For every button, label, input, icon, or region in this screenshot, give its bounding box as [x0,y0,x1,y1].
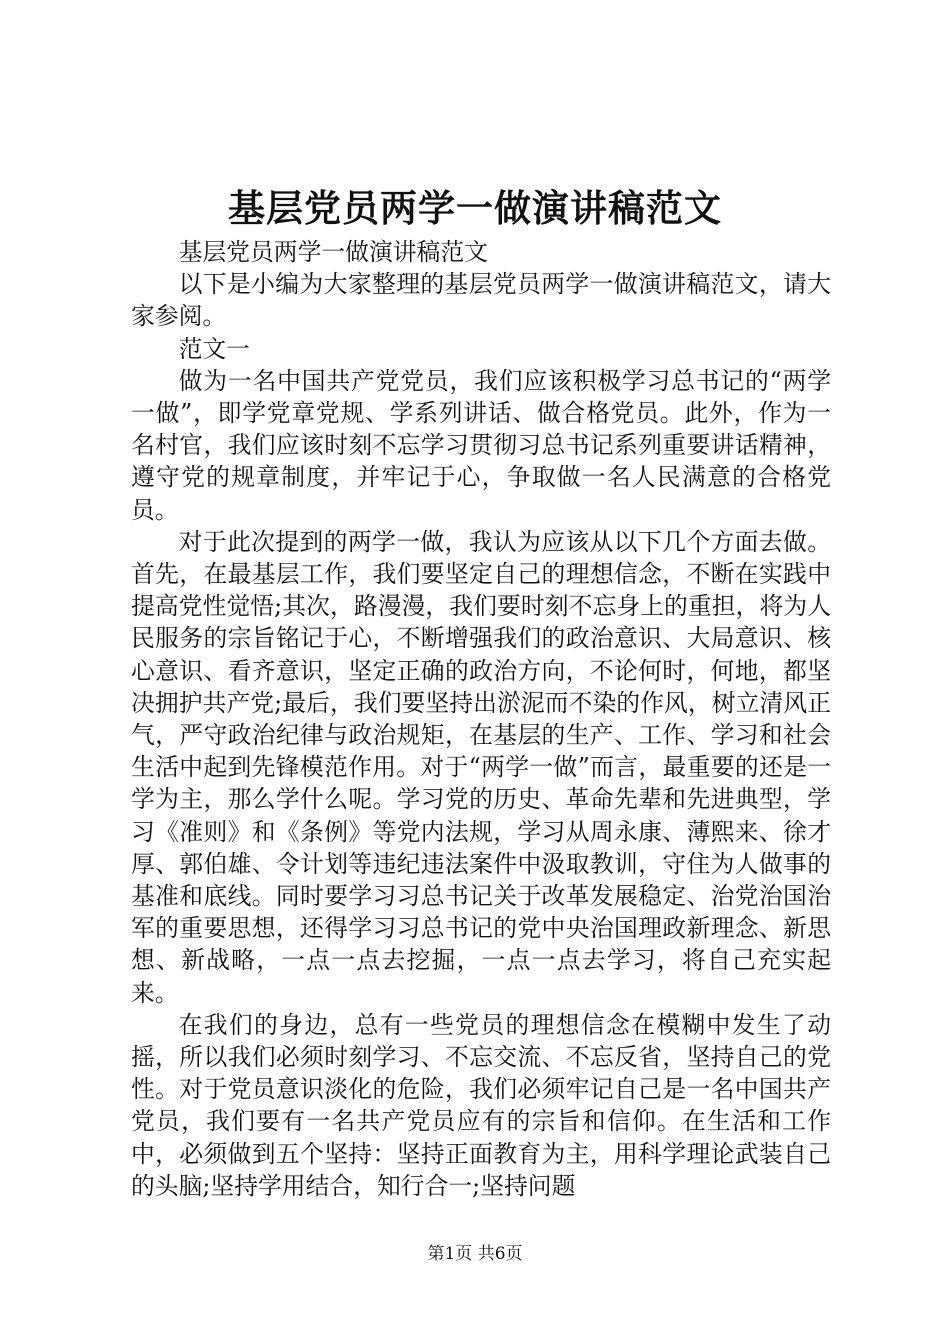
document-title: 基层党员两学一做演讲稿范文 [228,186,722,230]
paragraph-intro: 以下是小编为大家整理的基层党员两学一做演讲稿范文，请大家参阅。 [131,270,831,331]
page-number-footer: 第1页 共6页 [427,1244,523,1264]
paragraph-body-1: 做为一名中国共产党党员，我们应该积极学习总书记的“两学一做”，即学党章党规、学系列讲话、做合格党员。此外，作为一名村官，我们应该时刻不忘学习贯彻习总书记系列重要讲话精神，遵守党的规章制度，并牢记于心，争取做一名人民满意的合格党员。 [131,366,831,524]
document-body [131,236,831,1202]
paragraph-heading-repeat: 基层党员两学一做演讲稿范文 [178,238,488,266]
paragraph-body-3: 在我们的身边，总有一些党员的理想信念在模糊中发生了动摇，所以我们必须时刻学习、不忘交流、不忘反省，坚持自己的党性。对于党员意识淡化的危险，我们必须牢记自己是一名中国共产党员，我们要有一名共产党员应有的宗旨和信仰。在生活和工作中，必须做到五个坚持：坚持正面教育为主，用科学理论武装自己的头脑;坚持学用结合，知行合一;坚持问题 [131,1010,831,1200]
paragraph-section-label: 范文一 [178,334,250,363]
paragraph-body-2: 对于此次提到的两学一做，我认为应该从以下几个方面去做。首先，在最基层工作，我们要坚定自己的理想信念，不断在实践中提高党性觉悟;其次，路漫漫，我们要时刻不忘身上的重担，将为人民服务的宗旨铭记于心，不断增强我们的政治意识、大局意识、核心意识、看齐意识，坚定正确的政治方向，不论何时，何地，都坚决拥护共产党;最后，我们要坚持出淤泥而不染的作风，树立清风正气，严守政治纪律与政治规矩，在基层的生产、工作、学习和社会生活中起到先锋模范作用。对于“两学一做”而言，最重要的还是一学为主，那么学什么呢。学习党的历史、革命先辈和先进典型，学习《准则》和《条例》等党内法规，学习从周永康、薄熙来、徐才厚、郭伯雄、令计划等违纪违法案件中汲取教训，守住为人做事的基准和底线。同时要学习习总书记关于改革发展稳定、治党治国治军的重要思想，还得学习习总书记的党中央治国理政新理念、新思想、新战略，一点一点去挖掘，一点一点去学习，将自己充实起来。 [131,527,831,1007]
